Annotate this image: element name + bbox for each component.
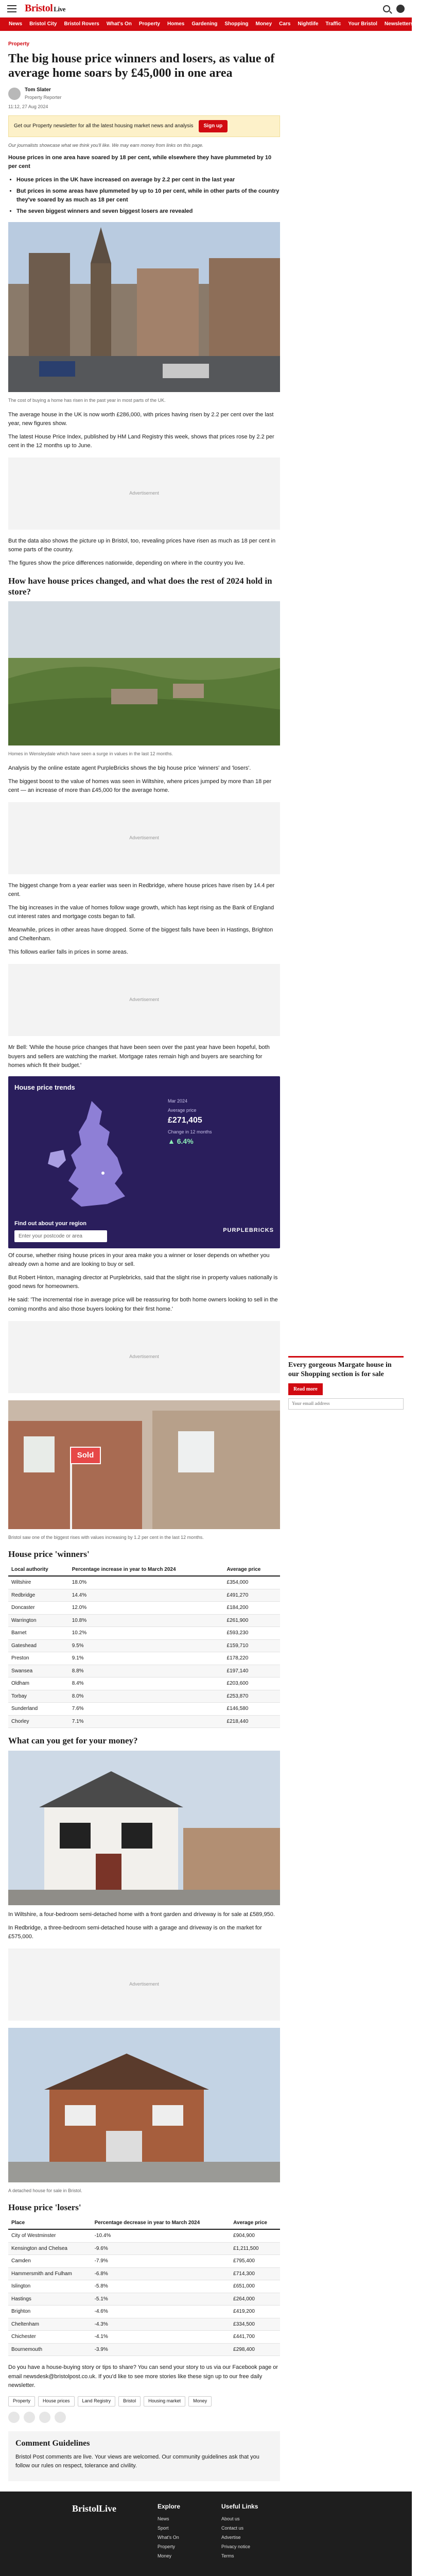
photo-caption: The cost of buying a home has risen in the past year in most parts of the UK. — [8, 398, 166, 403]
nav-item-money[interactable]: Money — [255, 21, 272, 27]
publish-date: 11:12, 27 Aug 2024 — [8, 104, 48, 109]
footer-link[interactable]: Privacy notice — [221, 2544, 251, 2549]
widget-title: House price trends — [14, 1083, 75, 1091]
table-cell: £218,440 — [224, 1715, 280, 1728]
top-bar — [0, 0, 412, 18]
paragraph: But Robert Hinton, managing director at Purplebricks, said that the slight rise in property values nationally is good news for homeowners. — [8, 1275, 278, 1290]
table-cell: £491,270 — [224, 1589, 280, 1602]
table-cell: £298,400 — [230, 2343, 280, 2356]
table-cell: £904,900 — [230, 2229, 280, 2242]
newsletter-signup-button[interactable]: Sign up — [199, 120, 228, 132]
article-title: The big house price winners and losers, as value of average home soars by £45,000 in one area — [8, 52, 275, 80]
table-row — [8, 2318, 280, 2331]
twitter-share-icon[interactable] — [24, 2412, 35, 2423]
site-footer — [0, 2492, 412, 2576]
main-nav — [0, 18, 433, 31]
table-cell: -4.1% — [92, 2331, 231, 2344]
table-cell: 7.1% — [69, 1715, 224, 1728]
nav-item-newsletters[interactable]: Newsletters — [384, 21, 414, 27]
table-cell: £203,600 — [224, 1677, 280, 1690]
author-name[interactable]: Tom Slater — [25, 87, 51, 93]
tag[interactable]: Money — [188, 2396, 212, 2406]
table-cell: £178,220 — [224, 1652, 280, 1665]
table-cell: Preston — [8, 1652, 69, 1665]
table-header: Place — [8, 2217, 92, 2230]
table-cell: £146,580 — [224, 1703, 280, 1716]
table-cell: Brighton — [8, 2306, 92, 2318]
nav-item-nightlife[interactable]: Nightlife — [298, 21, 319, 27]
sidebar-promo-text: Every gorgeous Margate house in our Shopping section is for sale — [288, 1361, 392, 1379]
table-row — [8, 1602, 280, 1615]
losers-table — [8, 2217, 280, 2357]
table-cell: £593,230 — [224, 1627, 280, 1640]
table-row — [8, 1614, 280, 1627]
paragraph: In Redbridge, a three-bedroom semi-detached house with a garage and driveway is on the market for £575,000. — [8, 1924, 262, 1940]
table-cell: £253,870 — [224, 1690, 280, 1703]
winners-table — [8, 1564, 280, 1728]
comments-title: Comment Guidelines — [15, 2438, 90, 2448]
advertisement[interactable]: Advertisement — [8, 964, 280, 1036]
table-cell: 10.2% — [69, 1627, 224, 1640]
table-row — [8, 1639, 280, 1652]
quote-paragraph: Mr Bell: 'While the house price changes that have been seen over the past year have been hopeful, both buyers and sellers are watching the market. Mortgage rates remain high and buyers are searching for homes which fit their budget.' — [8, 1044, 270, 1069]
subheading: What can you get for your money? — [8, 1736, 138, 1746]
footer-link[interactable]: Advertise — [221, 2534, 241, 2540]
paragraph: Do you have a house-buying story or tips to share? You can send your story to us via our Facebook page or email newsdesk@bristolpost.co.uk. If you'd like to see more stories like these sign up to our free daily newsletter. — [8, 2364, 278, 2388]
table-row — [8, 1576, 280, 1589]
table-cell: Torbay — [8, 1690, 69, 1703]
tag[interactable]: Bristol — [118, 2396, 141, 2406]
table-cell: -9.6% — [92, 2242, 231, 2255]
subheading: House price 'losers' — [8, 2202, 81, 2212]
table-cell: Cheltenham — [8, 2318, 92, 2331]
paragraph: Analysis by the online estate agent PurpleBricks shows the big house price 'winners' and 'losers'. — [8, 765, 251, 771]
paragraph: The latest House Price Index, published by HM Land Registry this week, shows that prices rose by 2.2 per cent in the 12 months up to June. — [8, 434, 274, 449]
table-cell: City of Westminster — [8, 2229, 92, 2242]
nav-item-shopping[interactable]: Shopping — [224, 21, 249, 27]
table-cell: Kensington and Chelsea — [8, 2242, 92, 2255]
table-row — [8, 1690, 280, 1703]
advertisement[interactable]: Advertisement — [8, 457, 280, 530]
sidebar-read-more-button[interactable]: Read more — [288, 1383, 323, 1395]
table-row — [8, 2229, 280, 2242]
table-cell: £184,200 — [224, 1602, 280, 1615]
affiliate-note: Our journalists showcase what we think you'll like. We may earn money from links on this page. — [8, 142, 204, 148]
nav-item-traffic[interactable]: Traffic — [325, 21, 341, 27]
advertisement[interactable]: Advertisement — [8, 1321, 280, 1393]
sidebar-promo — [288, 1356, 404, 1410]
countryside-photo — [8, 601, 280, 749]
user-icon[interactable] — [396, 5, 405, 13]
table-cell: 18.0% — [69, 1576, 224, 1589]
table-header: Local authority — [8, 1564, 69, 1577]
table-cell: -5.8% — [92, 2280, 231, 2293]
table-row — [8, 1652, 280, 1665]
average-price: £271,405 — [168, 1115, 202, 1125]
tag[interactable]: Property — [8, 2396, 35, 2406]
tag[interactable]: Land Registry — [78, 2396, 116, 2406]
article-lead: House prices in one area have soared by 18 per cent, while elsewhere they have plummeted by 10 per cent — [8, 154, 272, 170]
table-cell: Sunderland — [8, 1703, 69, 1716]
table-header: Percentage increase in year to March 2024 — [69, 1564, 224, 1577]
nav-item-property[interactable]: Property — [138, 21, 160, 27]
table-cell: £159,710 — [224, 1639, 280, 1652]
table-header: Average price — [230, 2217, 280, 2230]
paragraph: In Wiltshire, a four-bedroom semi-detached home with a front garden and driveway is for sale at £589,950. — [8, 1911, 275, 1918]
table-row — [8, 1703, 280, 1716]
table-cell: 9.1% — [69, 1652, 224, 1665]
paragraph: The figures show the price differences nationwide, depending on where in the country you live. — [8, 560, 245, 567]
advertisement[interactable]: Advertisement — [8, 1948, 280, 2021]
table-cell: Chorley — [8, 1715, 69, 1728]
table-row — [8, 2343, 280, 2356]
paragraph: But the data also shows the picture up in Bristol, too, revealing prices have risen as much as 18 per cent in some parts of the country. — [8, 538, 276, 553]
table-row — [8, 2255, 280, 2268]
stat-avg-label: Average price — [168, 1107, 197, 1113]
nav-item-what-s-on[interactable]: What's On — [106, 21, 132, 27]
table-row — [8, 2267, 280, 2280]
table-cell: 10.8% — [69, 1614, 224, 1627]
comment-guidelines — [8, 2431, 280, 2482]
comments-text: Bristol Post comments are live. Your views are welcomed. Our community guidelines ask that you follow our rules on respect, tolerance and civility. — [15, 2454, 259, 2469]
table-cell: -4.6% — [92, 2306, 231, 2318]
table-cell: Barnet — [8, 1627, 69, 1640]
newsletter-promo — [8, 115, 280, 137]
section-label[interactable]: Property — [8, 41, 30, 47]
article — [0, 31, 288, 2492]
nav-item-gardening[interactable]: Gardening — [191, 21, 218, 27]
uk-map[interactable] — [14, 1096, 164, 1214]
tag[interactable]: Housing market — [144, 2396, 185, 2406]
promo-text: Get our Property newsletter for all the latest housing market news and analysis — [14, 123, 194, 129]
table-cell: 8.8% — [69, 1665, 224, 1677]
paragraph: This follows earlier falls in prices in some areas. — [8, 949, 128, 956]
stat-period-label: Mar 2024 — [168, 1098, 188, 1104]
nav-item-bristol-city[interactable]: Bristol City — [29, 21, 57, 27]
whatsapp-share-icon[interactable] — [39, 2412, 50, 2423]
table-row — [8, 2242, 280, 2255]
table-cell: Gateshead — [8, 1639, 69, 1652]
nav-item-cars[interactable]: Cars — [279, 21, 291, 27]
paragraph: The biggest change from a year earlier was seen in Redbridge, where house prices have risen by 14.4 per cent. — [8, 883, 275, 898]
table-cell: Wiltshire — [8, 1576, 69, 1589]
street-photo — [8, 222, 280, 395]
hamburger-menu-icon[interactable] — [7, 5, 16, 12]
key-point: • The seven biggest winners and seven biggest losers are revealed — [16, 207, 280, 216]
author-avatar[interactable] — [8, 88, 21, 100]
table-cell: £334,500 — [230, 2318, 280, 2331]
footer-links-useful — [221, 2516, 258, 2560]
detached-house-photo — [8, 2028, 280, 2185]
table-cell: Swansea — [8, 1665, 69, 1677]
purplebricks-logo: PURPLEBRICKS — [223, 1227, 274, 1234]
email-share-icon[interactable] — [55, 2412, 66, 2423]
table-row — [8, 1589, 280, 1602]
table-cell: 14.4% — [69, 1589, 224, 1602]
table-cell: Hastings — [8, 2293, 92, 2306]
photo-caption: Homes in Wensleydale which have seen a surge in values in the last 12 months. — [8, 751, 173, 757]
site-logo[interactable]: Bristol Live — [25, 3, 65, 14]
footer-col-title: Useful Links — [221, 2503, 258, 2511]
table-cell: -6.8% — [92, 2267, 231, 2280]
table-row — [8, 1677, 280, 1690]
table-cell: Chichester — [8, 2331, 92, 2344]
table-row — [8, 1627, 280, 1640]
footer-link[interactable]: Money — [158, 2553, 172, 2558]
paragraph: The big increases in the value of homes follow wage growth, which has kept rising as the Bank of England cut interest rates and mortgage costs began to fall. — [8, 905, 274, 920]
table-cell: £714,300 — [230, 2267, 280, 2280]
table-cell: -5.1% — [92, 2293, 231, 2306]
paragraph: He said: 'The incremental rise in average price will be reassuring for both home owners looking to sell in the coming months and also those buyers looking for their first home.' — [8, 1297, 278, 1312]
sidebar-email-input[interactable]: Your email address — [288, 1398, 404, 1410]
table-cell: Hammersmith and Fulham — [8, 2267, 92, 2280]
table-cell: 8.0% — [69, 1690, 224, 1703]
table-cell: Bournemouth — [8, 2343, 92, 2356]
table-cell: £795,400 — [230, 2255, 280, 2268]
nav-item-your-bristol[interactable]: Your Bristol — [348, 21, 377, 27]
table-cell: £651,000 — [230, 2280, 280, 2293]
subheading: How have house prices changed, and what does the rest of 2024 hold in store? — [8, 575, 272, 597]
table-cell: £197,140 — [224, 1665, 280, 1677]
subheading: House price 'winners' — [8, 1549, 90, 1559]
table-row — [8, 2280, 280, 2293]
footer-link[interactable]: Sport — [158, 2525, 169, 2531]
key-point: • House prices in the UK have increased on average by 2.2 per cent in the last year — [16, 176, 280, 184]
sold-sign: Sold — [70, 1447, 101, 1464]
table-cell: 9.5% — [69, 1639, 224, 1652]
footer-col-title: Explore — [158, 2503, 181, 2511]
footer-link[interactable]: Property — [158, 2544, 176, 2549]
table-cell: Warrington — [8, 1614, 69, 1627]
photo-caption: Bristol saw one of the biggest rises with values increasing by 1.2 per cent in the last 12 months. — [8, 1534, 204, 1540]
share-buttons — [8, 2412, 280, 2423]
house-price-widget — [8, 1076, 280, 1249]
table-row — [8, 2293, 280, 2306]
nav-item-jobs[interactable]: Jobs — [421, 21, 433, 27]
paragraph: The average house in the UK is now worth £286,000, with prices having risen by 2.2 per cent over the last year, new figures show. — [8, 412, 274, 427]
footer-links-explore — [158, 2516, 180, 2560]
table-cell: 8.4% — [69, 1677, 224, 1690]
author-role: Property Reporter — [25, 94, 62, 100]
nav-item-homes[interactable]: Homes — [167, 21, 185, 27]
paragraph: Meanwhile, prices in other areas have dropped. Some of the biggest falls have been in Hastings, Brighton and Cheltenham. — [8, 927, 273, 942]
table-cell: £419,200 — [230, 2306, 280, 2318]
table-cell: Islington — [8, 2280, 92, 2293]
stat-change-label: Change in 12 months — [168, 1129, 212, 1135]
table-cell: £354,000 — [224, 1576, 280, 1589]
nav-item-news[interactable]: News — [9, 21, 23, 27]
footer-link[interactable]: Terms — [221, 2553, 234, 2558]
table-cell: -10.4% — [92, 2229, 231, 2242]
table-cell: £1,211,500 — [230, 2242, 280, 2255]
table-cell: Oldham — [8, 1677, 69, 1690]
table-header: Percentage decrease in year to March 2024 — [92, 2217, 231, 2230]
table-cell: Redbridge — [8, 1589, 69, 1602]
table-cell: £264,000 — [230, 2293, 280, 2306]
table-row — [8, 1715, 280, 1728]
sidebar — [288, 31, 412, 2492]
table-cell: -4.3% — [92, 2318, 231, 2331]
table-cell: Camden — [8, 2255, 92, 2268]
footer-link[interactable]: What's On — [158, 2534, 179, 2540]
footer-link[interactable]: News — [158, 2516, 169, 2522]
region-search-input[interactable]: Enter your postcode or area — [14, 1230, 107, 1243]
nav-item-bristol-rovers[interactable]: Bristol Rovers — [64, 21, 99, 27]
semi-detached-photo — [8, 1751, 280, 1908]
byline — [8, 86, 280, 101]
footer-link[interactable]: Contact us — [221, 2525, 244, 2531]
key-points — [16, 176, 280, 216]
footer-link[interactable]: About us — [221, 2516, 240, 2522]
tag[interactable]: House prices — [38, 2396, 75, 2406]
table-cell: -3.9% — [92, 2343, 231, 2356]
table-row — [8, 2306, 280, 2318]
table-cell: £441,700 — [230, 2331, 280, 2344]
sold-sign-photo — [8, 1400, 280, 1532]
paragraph: Of course, whether rising house prices in your area make you a winner or loser depends on whether you already own a home and are looking to buy or sell. — [8, 1252, 270, 1268]
photo-caption: A detached house for sale in Bristol. — [8, 2188, 82, 2193]
table-header: Average price — [224, 1564, 280, 1577]
find-region-label: Find out about your region — [14, 1220, 86, 1227]
tag-list — [8, 2396, 280, 2406]
table-cell: Doncaster — [8, 1602, 69, 1615]
table-cell: -7.9% — [92, 2255, 231, 2268]
facebook-share-icon[interactable] — [8, 2412, 20, 2423]
table-row — [8, 2331, 280, 2344]
key-point: • But prices in some areas have plummeted by up to 10 per cent, while in other parts of the country they've soared by as much as 18 per cent — [16, 187, 280, 205]
search-icon[interactable] — [383, 5, 390, 12]
price-change: ▲ 6.4% — [168, 1137, 194, 1146]
table-cell: £261,900 — [224, 1614, 280, 1627]
paragraph: The biggest boost to the value of homes was seen in Wiltshire, where prices jumped by more than 18 per cent — an increase of more than £45,000 for the average home. — [8, 778, 272, 794]
table-cell: 12.0% — [69, 1602, 224, 1615]
table-cell: 7.6% — [69, 1703, 224, 1716]
table-row — [8, 1665, 280, 1677]
footer-logo[interactable]: BristolLive — [72, 2503, 116, 2514]
advertisement[interactable]: Advertisement — [8, 802, 280, 874]
